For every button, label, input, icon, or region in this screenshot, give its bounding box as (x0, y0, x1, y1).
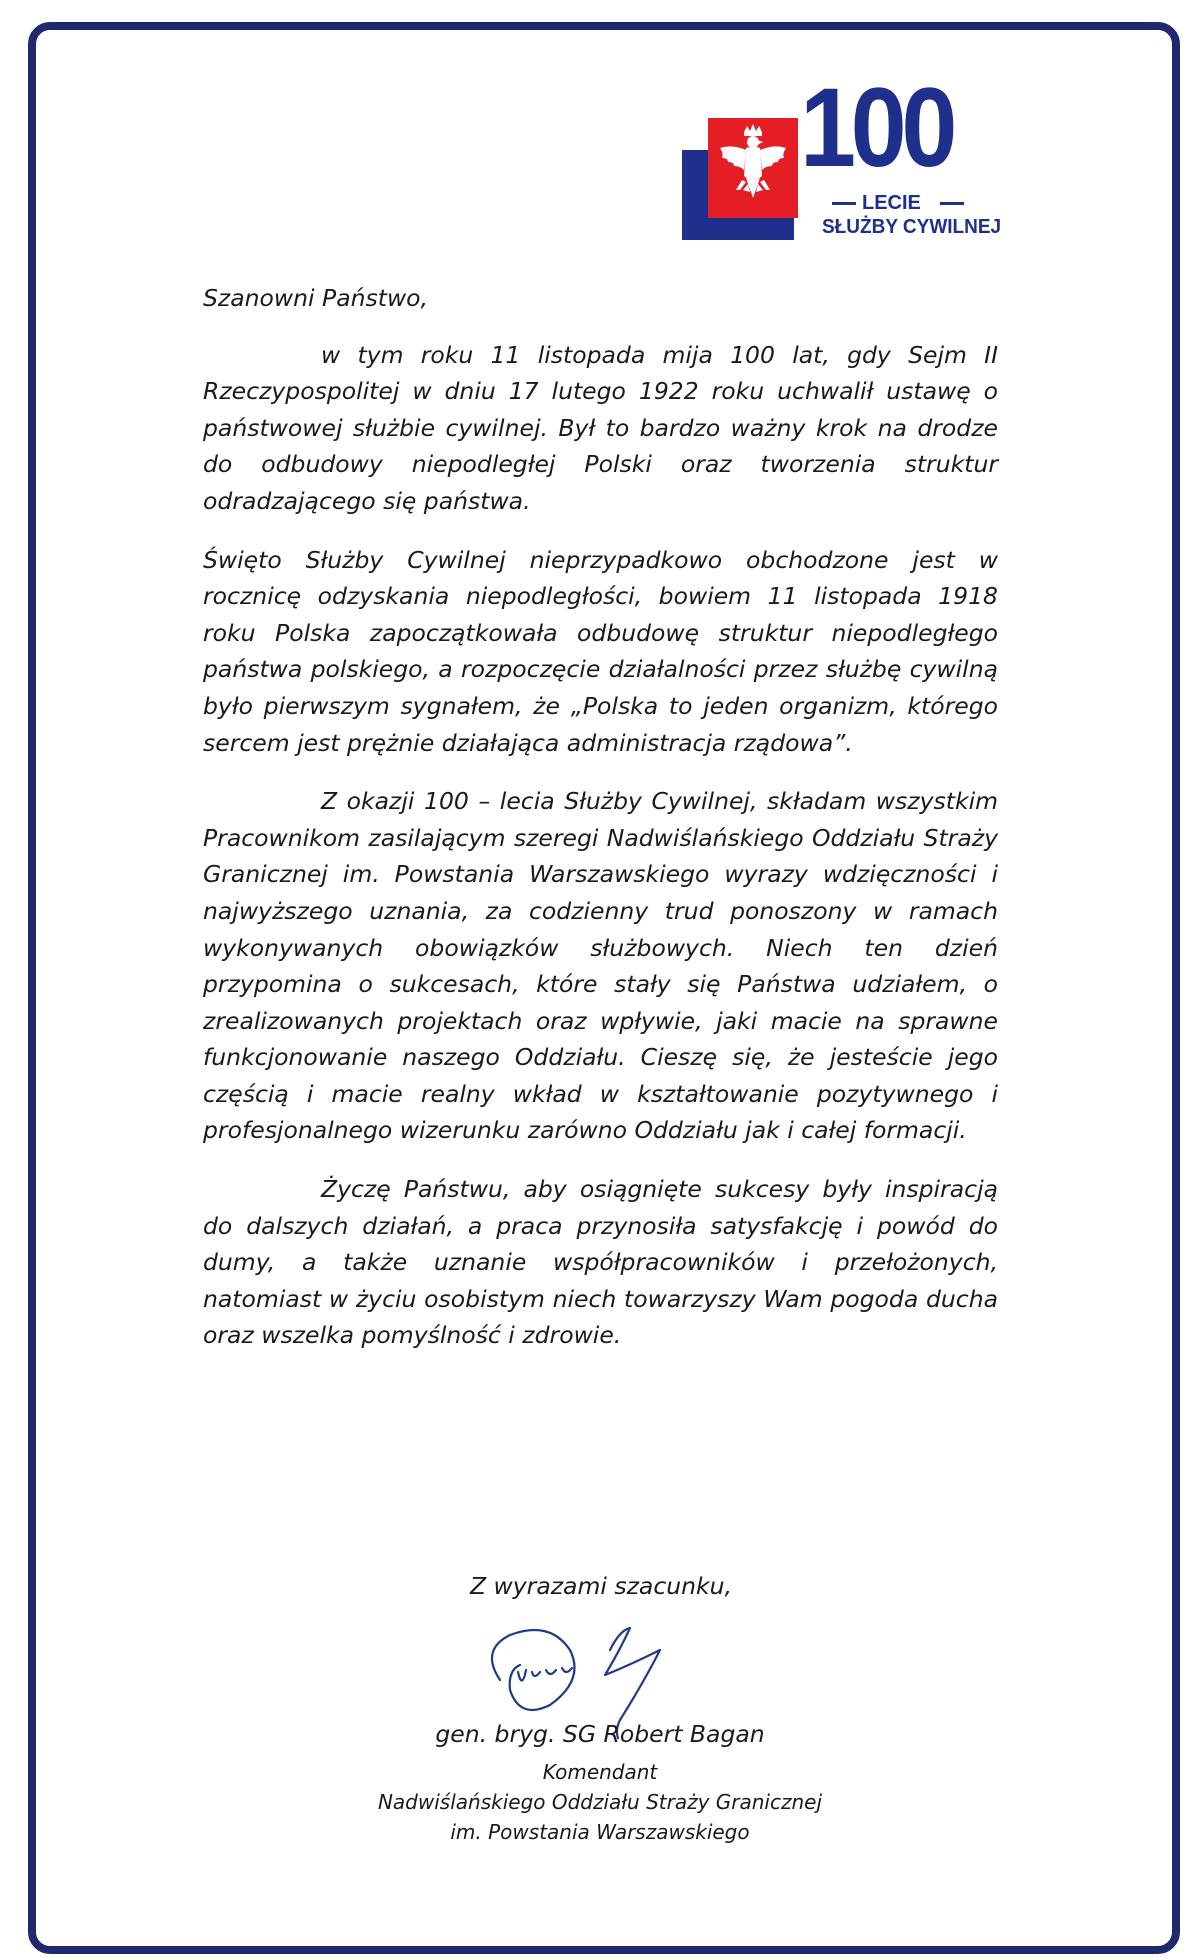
signer-unit-name: im. Powstania Warszawskiego (450, 1820, 750, 1844)
closing-phrase: Z wyrazami szacunku, (469, 1572, 733, 1600)
logo-lecie: LECIE (862, 192, 921, 214)
salutation: Szanowni Państwo, (203, 284, 429, 312)
paragraph-3: Z okazji 100 – lecia Służby Cywilnej, składam wszystkim Pracownikom zasilającym szeregi Nadwiślańskiego Oddziału Straży Granicznej im. Powstania Warszawskiego wyrazy wdzięczności i najwyższego uznania, za codzienny trud ponoszony w ramach wykonywanych obowiązków służbowych. Niech ten dzień przypomina o sukcesach, które stały się Państwa udziałem, o zrealizowanych projektach oraz wpływie, jaki macie na sprawne funkcjonowanie naszego Oddziału. Cieszę się, że jesteście jego częścią i macie realny wkład w kształtowanie pozytywnego i profesjonalnego wizerunku zarówno Oddziału jak i całej formacji. (203, 787, 998, 1145)
logo-rule-right (940, 202, 964, 205)
centenary-logo (682, 65, 1002, 250)
signer-name: gen. bryg. SG Robert Bagan (435, 1720, 765, 1748)
logo-bracket-horizontal (682, 218, 794, 240)
logo-rule-left (832, 202, 856, 205)
white-eagle-icon (708, 118, 798, 218)
logo-sluzby-cywilnej: SŁUŻBY CYWILNEJ (822, 216, 1002, 238)
paragraph-2: Święto Służby Cywilnej nieprzypadkowo obchodzone jest w rocznicę odzyskania niepodległości, bowiem 11 listopada 1918 roku Polska zapoczątkowała odbudowę struktur niepodległego państwa polskiego, a rozpoczęcie działalności przez służbę cywilną było pierwszym sygnałem, że „Polska to jeden organizm, którego sercem jest prężnie działająca administracja rządowa”. (203, 545, 998, 757)
signer-title: Komendant (542, 1760, 658, 1784)
letter-body (203, 280, 998, 1354)
paragraph-4: Życzę Państwu, aby osiągnięte sukcesy były inspiracją do dalszych działań, a praca przynosiła satysfakcję i powód do dumy, a także uznanie współpracowników i przełożonych, natomiast w życiu osobistym niech towarzyszy Wam pogoda ducha oraz wszelka pomyślność i zdrowie. (203, 1175, 998, 1350)
logo-red-square (708, 118, 798, 218)
logo-number: 100 (800, 65, 952, 190)
signer-unit: Nadwiślańskiego Oddziału Straży Granicznej (377, 1790, 823, 1814)
paragraph-1: w tym roku 11 listopada mija 100 lat, gdy Sejm II Rzeczypospolitej w dniu 17 lutego 1922 roku uchwalił ustawę o państwowej służbie cywilnej. Był to bardzo ważny krok na drodze do odbudowy niepodległej Polski oraz tworzenia struktur odradzającego się państwa. (203, 340, 998, 515)
